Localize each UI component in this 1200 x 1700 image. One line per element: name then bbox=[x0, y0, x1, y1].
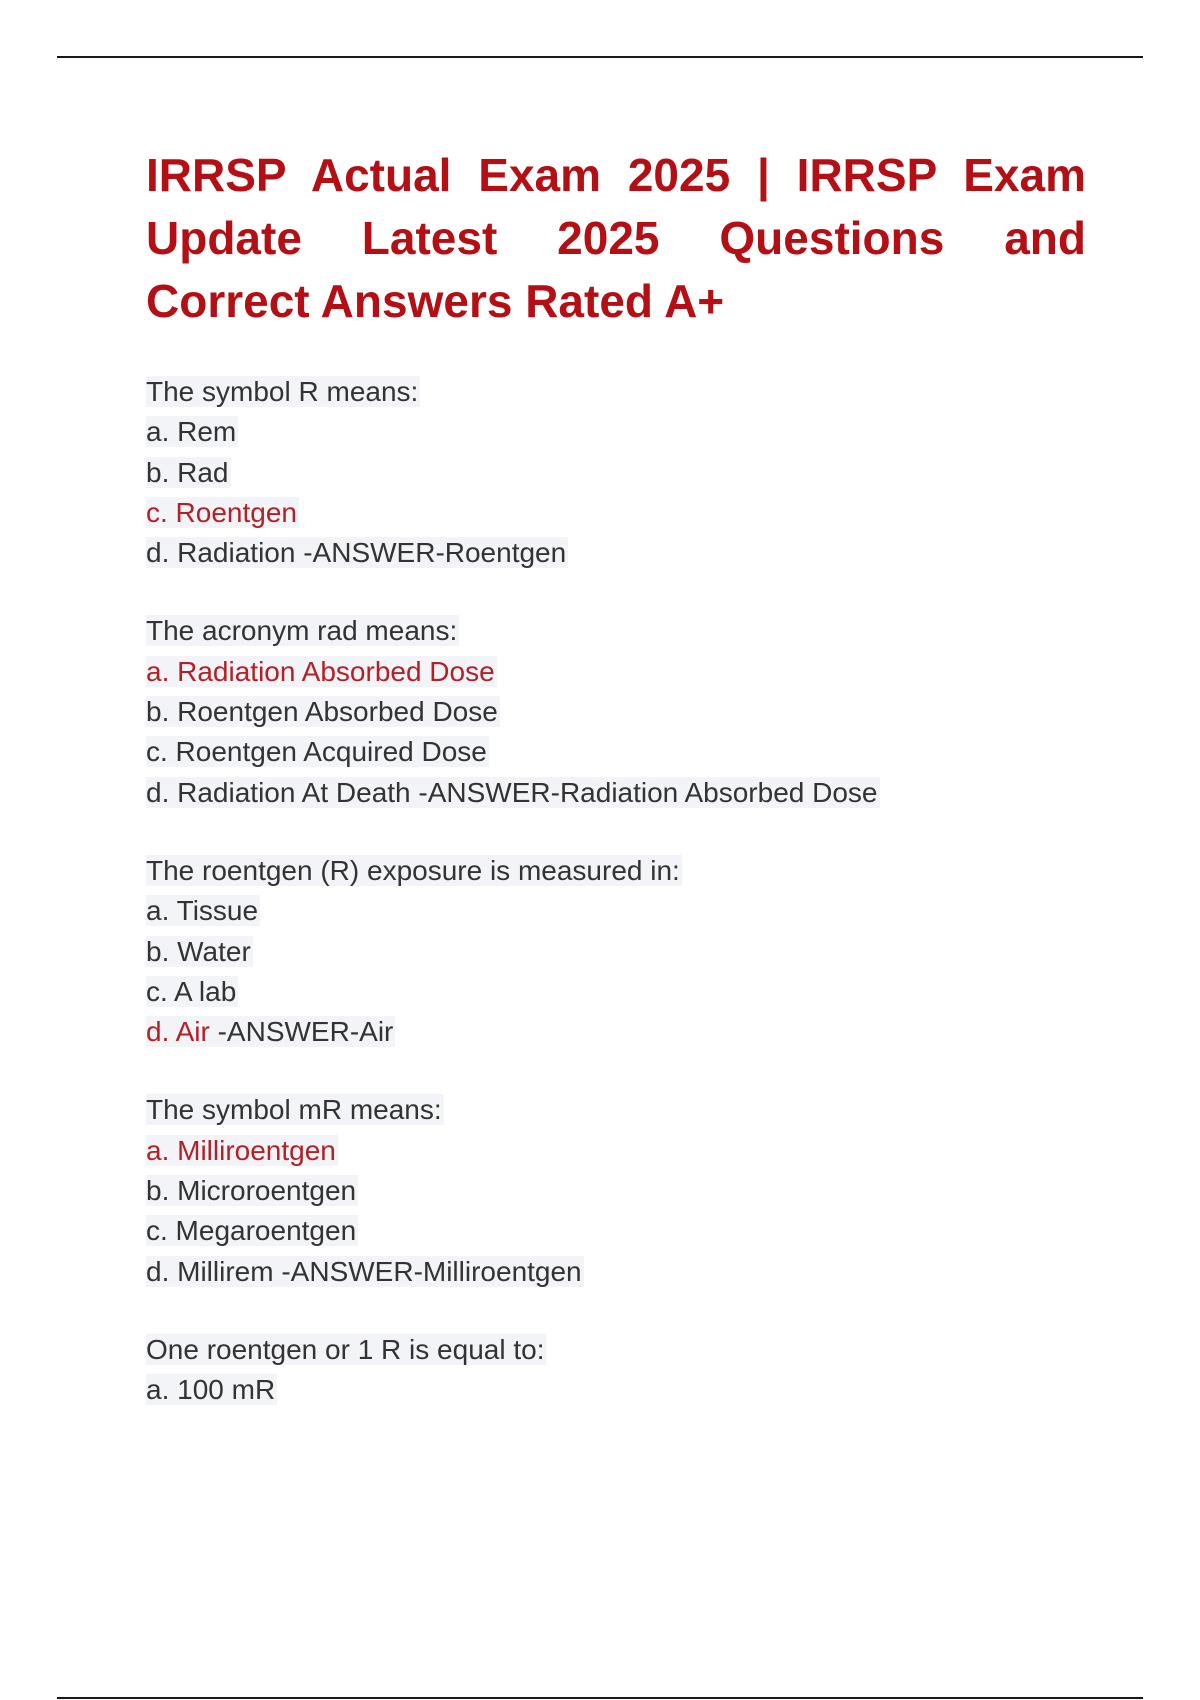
answer-key: -ANSWER-Air bbox=[209, 1016, 394, 1048]
option-d: d. Radiation -ANSWER-Roentgen bbox=[146, 537, 567, 569]
option-d: d. Millirem -ANSWER-Milliroentgen bbox=[146, 1255, 582, 1287]
option-c-correct: c. Roentgen bbox=[146, 496, 297, 528]
option-a: a. Tissue bbox=[146, 895, 259, 927]
question-3 bbox=[146, 851, 1106, 1052]
option-a-correct: a. Radiation Absorbed Dose bbox=[146, 655, 495, 687]
option-c: c. A lab bbox=[146, 975, 237, 1007]
option-a: a. Rem bbox=[146, 416, 237, 448]
option-b: b. Water bbox=[146, 935, 251, 967]
title-line-2: Update Latest 2025 Questions and bbox=[146, 212, 1086, 264]
question-prompt: The symbol mR means: bbox=[146, 1094, 442, 1126]
bottom-rule bbox=[57, 1697, 1143, 1699]
question-list bbox=[146, 372, 1106, 1449]
option-b: b. Roentgen Absorbed Dose bbox=[146, 696, 498, 728]
option-d: d. Radiation At Death -ANSWER-Radiation Absorbed Dose bbox=[146, 776, 878, 808]
option-d-correct: d. Air -ANSWER-Air bbox=[146, 1016, 394, 1048]
option-c: c. Roentgen Acquired Dose bbox=[146, 736, 487, 768]
document-title bbox=[146, 144, 1086, 333]
question-prompt: One roentgen or 1 R is equal to: bbox=[146, 1333, 545, 1365]
answer-key: -ANSWER-Radiation Absorbed Dose bbox=[410, 776, 878, 808]
question-4 bbox=[146, 1090, 1106, 1291]
option-b: b. Rad bbox=[146, 456, 229, 488]
title-line-1: IRRSP Actual Exam 2025 | IRRSP Exam bbox=[146, 149, 1086, 201]
question-prompt: The acronym rad means: bbox=[146, 615, 458, 647]
question-1 bbox=[146, 372, 1106, 573]
title-line-3: Correct Answers Rated A+ bbox=[146, 275, 725, 327]
option-b: b. Microroentgen bbox=[146, 1175, 357, 1207]
question-prompt: The roentgen (R) exposure is measured in: bbox=[146, 854, 680, 886]
answer-key: -ANSWER-Milliroentgen bbox=[273, 1255, 582, 1287]
option-c: c. Megaroentgen bbox=[146, 1215, 357, 1247]
option-a-correct: a. Milliroentgen bbox=[146, 1134, 336, 1166]
question-5 bbox=[146, 1330, 1106, 1411]
option-a: a. 100 mR bbox=[146, 1374, 276, 1406]
question-2 bbox=[146, 611, 1106, 812]
answer-key: -ANSWER-Roentgen bbox=[295, 537, 567, 569]
question-prompt: The symbol R means: bbox=[146, 376, 419, 407]
top-rule bbox=[57, 56, 1143, 58]
